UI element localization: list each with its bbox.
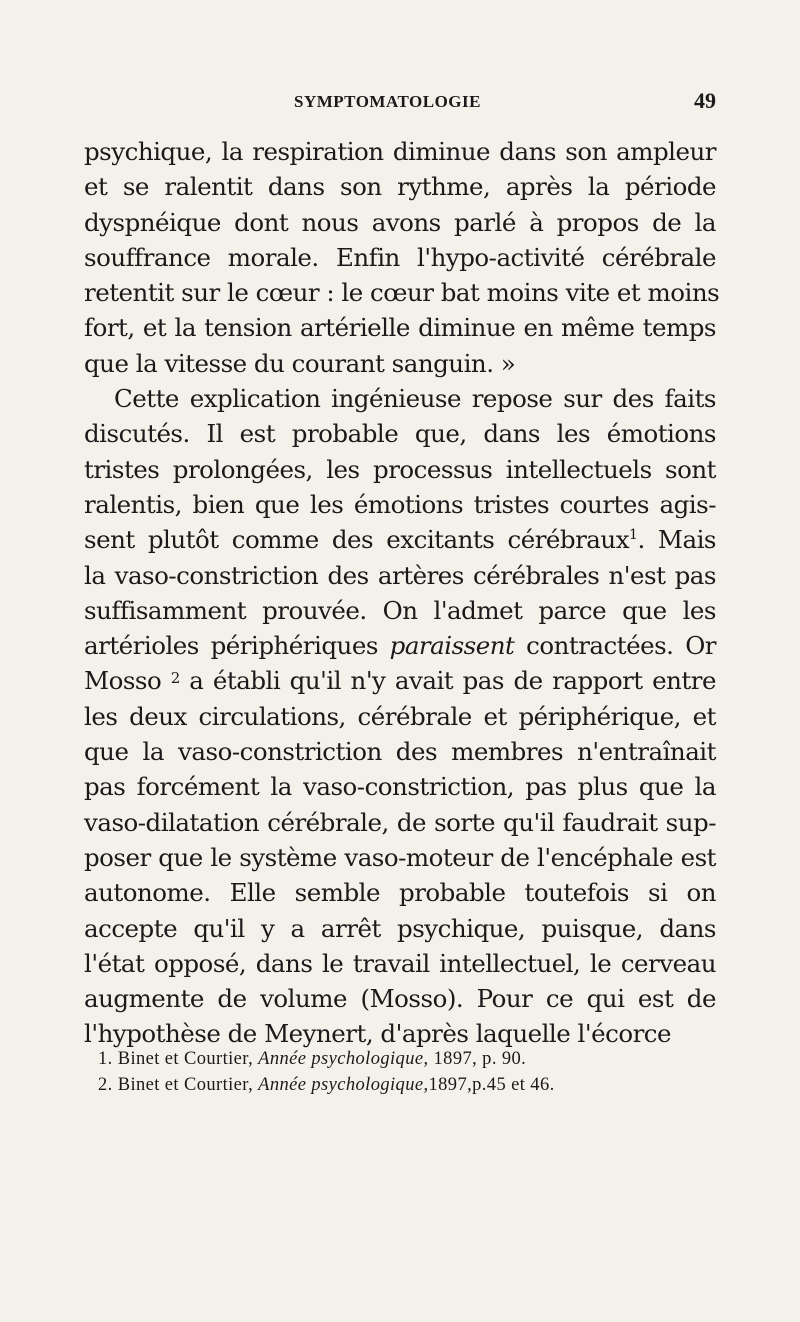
text-segment: contractées. Or bbox=[514, 631, 716, 661]
text-segment: . Mais bbox=[637, 525, 716, 555]
text-line bbox=[84, 628, 716, 663]
footnote-text: , 1897, p. 90. bbox=[423, 1049, 527, 1069]
italic-word: paraissent bbox=[389, 631, 515, 661]
footnote-text: 2. Binet et Courtier, bbox=[98, 1075, 259, 1095]
text-line: que la vitesse du courant sanguin. » bbox=[84, 348, 516, 378]
footnote-2 bbox=[98, 1072, 718, 1098]
footnote-ref: 2 bbox=[170, 669, 180, 688]
text-line: Cette explication ingénieuse repose sur des faits bbox=[114, 384, 716, 414]
text-line bbox=[84, 663, 716, 698]
text-line: l'hypothèse de Meynert, d'après laquelle l'écorce bbox=[84, 1019, 672, 1049]
text-line: discutés. Il est probable que, dans les émotions bbox=[84, 419, 716, 449]
running-head: SYMPTOMATOLOGIE bbox=[294, 92, 481, 111]
text-line: que la vaso-constriction des membres n'entraînait bbox=[84, 737, 716, 767]
footnote-title: Année psychologique bbox=[258, 1075, 424, 1095]
text-line: autonome. Elle semble probable toutefois si on bbox=[84, 878, 716, 908]
text-segment: sent plutôt comme des excitants cérébraux bbox=[84, 525, 630, 555]
text-line: psychique, la respiration diminue dans son ampleur bbox=[84, 137, 716, 166]
footnote-1 bbox=[98, 1046, 718, 1072]
text-line: les deux circulations, cérébrale et périphérique, et bbox=[84, 701, 716, 731]
footnote-ref: 1 bbox=[629, 527, 638, 544]
footnote-text: 1. Binet et Courtier, bbox=[98, 1049, 259, 1069]
page-number: 49 bbox=[694, 88, 716, 113]
text-line: retentit sur le cœur : le cœur bat moins vite et moins bbox=[84, 278, 720, 308]
text-line: augmente de volume (Mosso). Pour ce qui est de bbox=[84, 984, 716, 1014]
text-segment: artérioles périphériques bbox=[84, 631, 390, 661]
footnote-text: ,1897,p.45 et 46. bbox=[423, 1075, 555, 1095]
text-line bbox=[84, 522, 716, 557]
text-line: suffisamment prouvée. On l'admet parce que les bbox=[84, 595, 716, 625]
text-line: l'état opposé, dans le travail intellectuel, le cerveau bbox=[84, 948, 716, 978]
text-line: ralentis, bien que les émotions tristes courtes agis- bbox=[84, 489, 716, 519]
text-line: poser que le système vaso-moteur de l'encéphale est bbox=[84, 842, 716, 872]
text-line: vaso-dilatation cérébrale, de sorte qu'il faudrait sup- bbox=[84, 807, 716, 837]
body-text bbox=[84, 134, 720, 1052]
text-line: souffrance morale. Enfin l'hypo-activité cérébrale bbox=[84, 242, 716, 272]
text-line: dyspnéique dont nous avons parlé à propos de la bbox=[84, 207, 716, 237]
text-segment: Mosso bbox=[84, 666, 171, 696]
text-line: pas forcément la vaso-constriction, pas plus que la bbox=[84, 772, 716, 802]
footnote-title: Année psychologique bbox=[258, 1049, 424, 1069]
footnotes bbox=[98, 1046, 718, 1098]
text-line: tristes prolongées, les processus intellectuels sont bbox=[84, 454, 716, 484]
text-line: accepte qu'il y a arrêt psychique, puisque, dans bbox=[84, 913, 716, 943]
text-line: la vaso-constriction des artères cérébrales n'est pas bbox=[84, 560, 716, 590]
text-segment: a établi qu'il n'y avait pas de rapport entre bbox=[179, 666, 716, 696]
page-header bbox=[84, 88, 716, 120]
text-line: fort, et la tension artérielle diminue en même temps bbox=[84, 313, 716, 343]
text-line: et se ralentit dans son rythme, après la période bbox=[84, 172, 716, 202]
